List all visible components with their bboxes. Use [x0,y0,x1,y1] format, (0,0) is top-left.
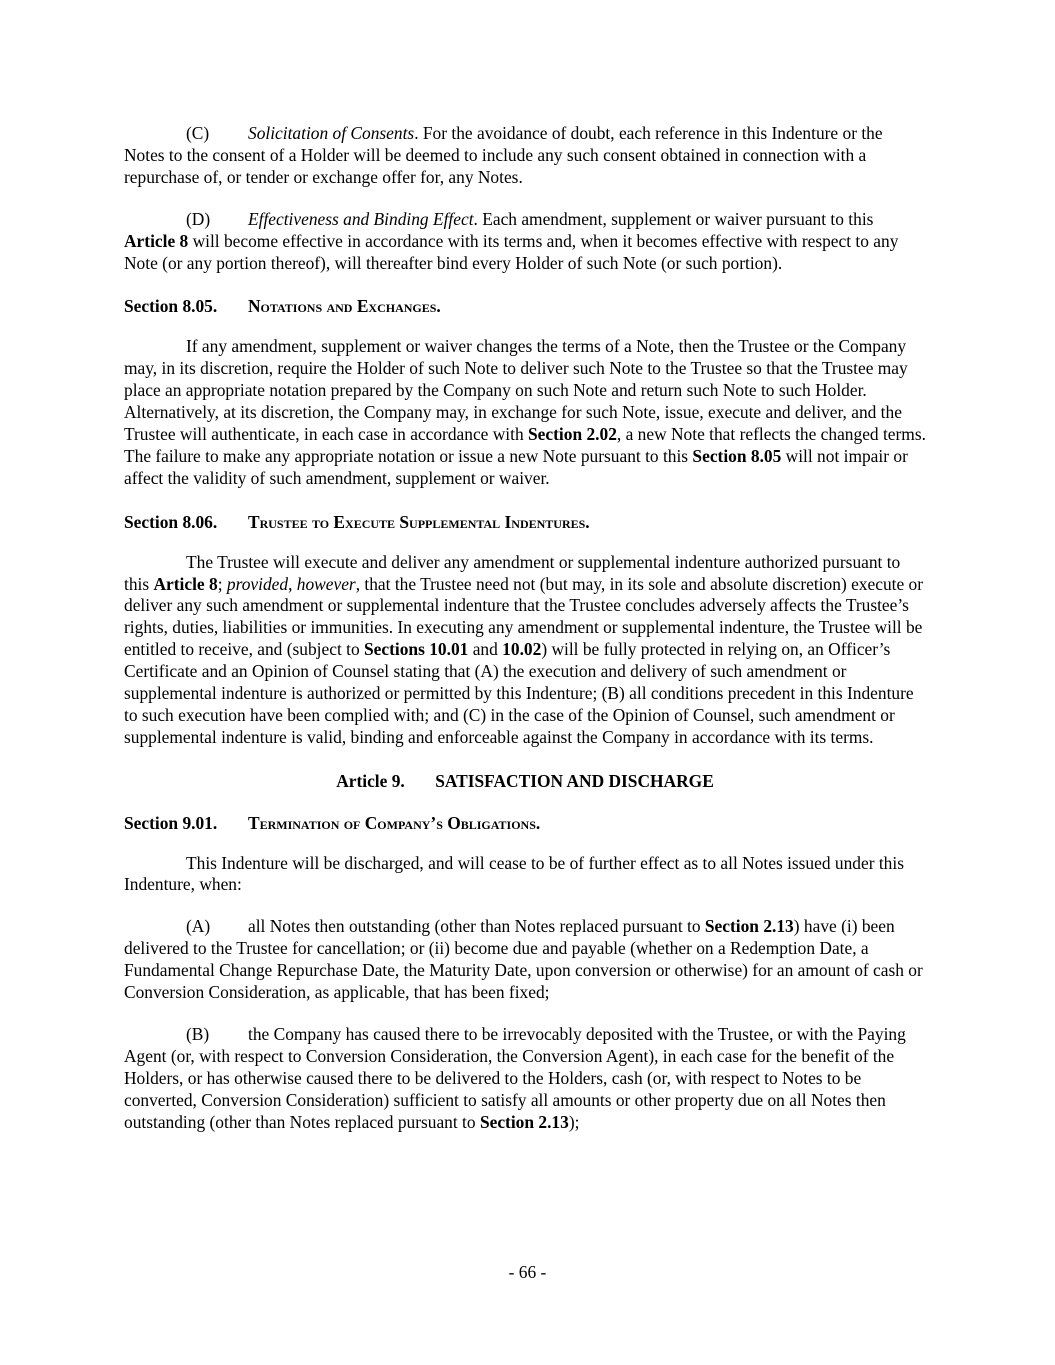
section-title: Notations and Exchanges. [248,296,441,317]
item-a [124,916,926,1004]
section-number: Section 9.01. [124,812,218,833]
section-8-06-body [124,552,926,749]
cross-reference: 10.02 [502,639,542,660]
section-number: Section 8.05. [124,296,218,317]
paragraph-d [124,209,926,275]
section-title: Trustee to Execute Supplemental Indentures. [248,511,590,532]
paragraph-text: ) will be fully protected in relying on, an Officer’s Certificate and an Opinion of Counsel stating that (A) the execution and delivery of such amendment or supplemental indenture is authorized or permitted by this Indenture; (B) all conditions precedent in this Indenture to such execution have been complied with; and (C) in the case of the Opinion of Counsel, such amendment or supplemental indenture is valid, binding and enforceable against the Company in accordance with its terms. [124,639,914,747]
cross-reference: Article 8 [153,573,218,594]
document-page [124,123,926,1134]
paragraph-label: (C) [186,123,210,143]
paragraph-title: Solicitation of Consents [248,123,415,143]
paragraph-text: will become effective in accordance with its terms and, when it becomes effective with respect to any Note (or any portion thereof), will thereafter bind every Holder of such Note (or such portion). [124,230,899,273]
cross-reference: Section 8.05 [692,445,782,466]
paragraph-text: , a new Note that reflects the changed terms. The failure to make any appropriate notation or issue a new Note pursuant to this [124,423,926,466]
item-text: the Company has caused there to be irrevocably deposited with the Trustee, or with the Paying Agent (or, with respect to Conversion Consideration, the Conversion Agent), in each case for the benefit of the Holders, or has otherwise caused there to be delivered to the Holders, cash (or, with respect to Notes to be converted, Conversion Consideration) sufficient to satisfy all amounts or other property due on all Notes then outstanding (other than Notes replaced pursuant to [124,1024,906,1132]
paragraph-text: . For the avoidance of doubt, each reference in this Indenture or the Notes to the consent of a Holder will be deemed to include any such consent obtained in connection with a repurchase of, or tender or exchange offer for, any Notes. [124,123,883,187]
item-label: (B) [186,1024,210,1044]
article-number: Article 9. [336,770,405,791]
cross-reference: Section 2.13 [479,1111,569,1132]
item-b [124,1024,926,1134]
section-heading-9-01 [124,813,926,835]
section-heading-8-06 [124,512,926,534]
paragraph-text: will not impair or affect the validity of such amendment, supplement or waiver. [124,445,908,488]
italic-term: provided [226,573,289,594]
item-label: (A) [186,916,211,937]
section-heading-8-05 [124,296,926,318]
section-title: Termination of Company’s Obligations. [248,812,541,833]
cross-reference: Section 2.02 [528,423,617,444]
paragraph-text: If any amendment, supplement or waiver changes the terms of a Note, then the Trustee or the Company may, in its discretion, require the Holder of such Note to deliver such Note to the Trustee so that the Trustee may place an appropriate notation prepared by the Company on such Note and return such Note to such Holder. Alternatively, at its discretion, the Company may, in exchange for such Note, issue, execute and deliver, and the Trustee will authenticate, in each case in accordance with [124,336,908,444]
paragraph-text: . Each amendment, supplement or waiver pursuant to this [473,208,874,229]
section-number: Section 8.06. [124,511,218,532]
item-text: all Notes then outstanding (other than Notes replaced pursuant to [248,916,705,937]
paragraph-text: , [288,573,297,594]
item-text: ); [568,1111,580,1132]
paragraph-c [124,123,926,189]
section-9-01-intro: This Indenture will be discharged, and will cease to be of further effect as to all Notes issued under this Indenture, when: [124,852,904,895]
paragraph-title: Effectiveness and Binding Effect [248,208,474,229]
paragraph-text: and [468,639,503,660]
article-heading-9 [124,771,926,793]
item-text: ) have (i) been delivered to the Trustee for cancellation; or (ii) become due and payable (whether on a Redemption Date, a Fundamental Change Repurchase Date, the Maturity Date, upon conversion or otherwise) for an amount of cash or Conversion Consideration, as applicable, that has been fixed; [124,916,923,1003]
page-number: - 66 - [508,1262,547,1282]
section-8-05-body [124,336,926,489]
paragraph-text: ; [217,573,227,594]
paragraph-label: (D) [186,208,211,229]
cross-reference: Article 8 [124,230,189,251]
cross-reference: Sections 10.01 [364,639,469,660]
paragraph-text: , that the Trustee need not (but may, in its sole and absolute discretion) execute or deliver any such amendment or supplemental indenture that the Trustee concludes adversely affects the Trustee’s rights, duties, liabilities or immunities. In executing any amendment or supplemental indenture, the Trustee will be entitled to receive, and (subject to [124,573,924,660]
paragraph-text: The Trustee will execute and deliver any amendment or supplemental indenture authorized pursuant to this [124,551,901,594]
cross-reference: Section 2.13 [704,916,794,937]
article-title: SATISFACTION AND DISCHARGE [435,770,714,791]
italic-term: however [296,573,356,594]
